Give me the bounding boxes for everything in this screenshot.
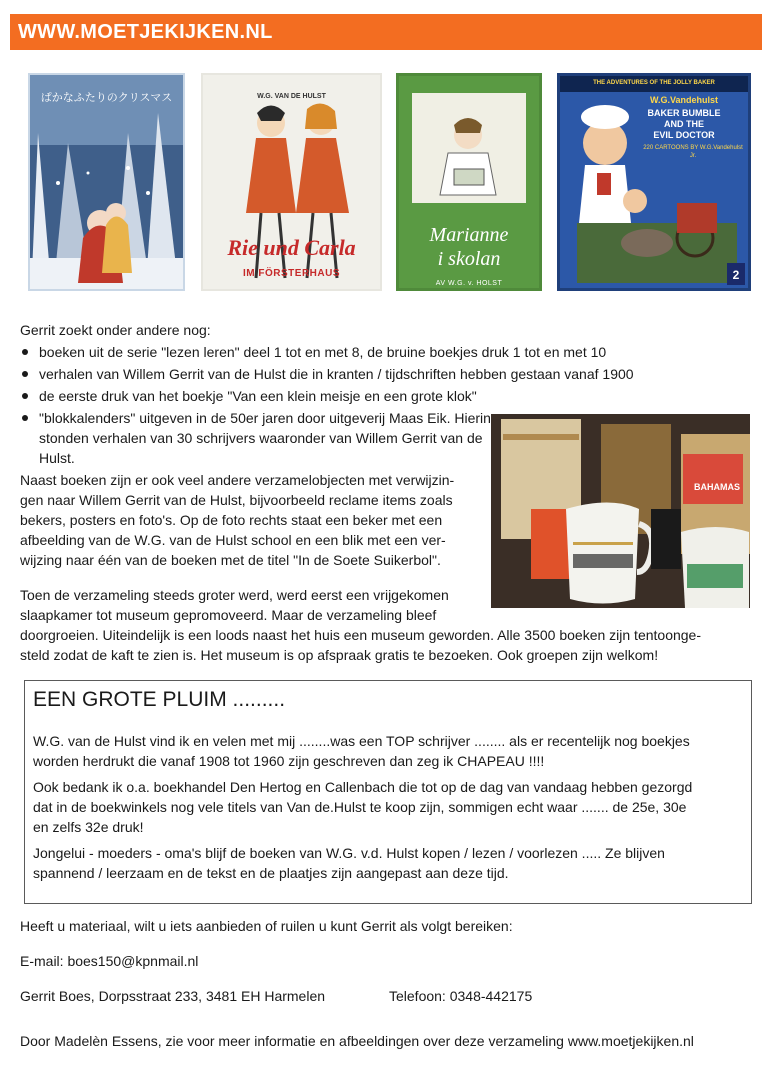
text-line: Naast boeken zijn er ook veel andere verzamelobjecten met verwijzin- <box>20 472 455 488</box>
cover2-author: W.G. VAN DE HULST <box>257 93 326 100</box>
pluim-paragraph-3 <box>33 843 739 883</box>
text-line: afbeelding van de W.G. van de Hulst school en een blik met een ver- <box>20 532 446 548</box>
book-cover-christmas <box>28 73 185 291</box>
text-line: W.G. van de Hulst vind ik en velen met mij ........was een TOP schrijver ........ als er recentelijk nog boekjes <box>33 733 690 749</box>
wanted-item: de eerste druk van het boekje "Van een klein meisje en een grote klok" <box>20 386 750 406</box>
intro-text: Gerrit zoekt onder andere nog: <box>20 322 211 338</box>
book-cover-marianne-i-skolan <box>396 73 542 291</box>
site-title: WWW.MOETJEKIJKEN.NL <box>18 21 273 43</box>
cover2-subtitle: IM FÖRSTERHAUS <box>243 268 340 279</box>
wanted-item: "blokkalenders" uitgeven in de 50er jaren door uitgeverij Maas Eik. Hierin stonden verhalen van 30 schrijvers waaronder van Willem Gerrit van de Hulst. <box>20 408 491 468</box>
text-line: Ook bedank ik o.a. boekhandel Den Hertog en Callenbach die tot op de dag van vandaag hebben gezorgd <box>33 779 693 795</box>
cover4-title-line2: AND THE <box>664 119 704 129</box>
cover4-cartoons: 220 CARTOONS BY W.G.Vandehulst Jr. <box>643 145 743 159</box>
museum-paragraph <box>20 585 701 665</box>
tin-label: BAHAMAS <box>694 482 740 492</box>
text-line: Toen de verzameling steeds groter werd, werd eerst een vrijgekomen <box>20 587 449 603</box>
text-line: wijzing naar één van de boeken met de titel "In de Soete Suikerbol". <box>20 552 441 568</box>
mug-and-tin-photo <box>491 414 750 608</box>
text-line: spannend / leerzaam en de tekst en de plaatjes zijn aangepast aan deze tijd. <box>33 865 509 881</box>
contact-intro: Heeft u materiaal, wilt u iets aanbieden of ruilen u kunt Gerrit als volgt bereiken: <box>20 918 513 934</box>
book-cover-rie-und-carla <box>201 73 382 291</box>
text-line: worden herdrukt die vanaf 1908 tot 1960 zijn geschreven dan zeg ik CHAPEAU !!!! <box>33 753 545 769</box>
text-line: en zelfs 32e druk! <box>33 819 144 835</box>
cover3-title-line1: Marianne <box>429 224 509 246</box>
text-line: steld zodat de kaft te zien is. Het museum is op afspraak gratis te bezoeken. Ook groepen zijn welkom! <box>20 647 659 663</box>
contact-email: E-mail: boes150@kpnmail.nl <box>20 953 199 969</box>
text-line: bekers, posters en foto's. Op de foto rechts staat een beker met een <box>20 512 443 528</box>
text-line: dat in de boekwinkels nog vele titels van Van de.Hulst te koop zijn, sommigen echt waar ....... de 25e, 30e <box>33 799 687 815</box>
book-cover-baker-bumble <box>557 73 751 291</box>
wanted-item: verhalen van Willem Gerrit van de Hulst die in kranten / tijdschriften hebben gestaan vanaf 1900 <box>20 364 750 384</box>
collectibles-paragraph <box>20 470 454 570</box>
text-line: doorgroeien. Uiteindelijk is een loods naast het huis een museum geworden. Alle 3500 boeken zijn tentoonge- <box>20 627 702 643</box>
cover3-author: AV W.G. v. HOLST <box>435 280 503 287</box>
cover4-number: 2 <box>732 268 740 282</box>
text-line: slaapkamer tot museum gepromoveerd. Maar de verzameling bleef <box>20 607 437 623</box>
pluim-box <box>24 680 752 904</box>
cover4-title-line3: EVIL DOCTOR <box>653 130 715 140</box>
pluim-paragraph-2 <box>33 777 739 837</box>
cover2-title: Rie und Carla <box>227 235 356 260</box>
contact-address: Gerrit Boes, Dorpsstraat 233, 3481 EH Harmelen <box>20 988 326 1004</box>
contact-phone: Telefoon: 0348-442175 <box>389 988 533 1004</box>
wanted-item: boeken uit de serie "lezen leren" deel 1 tot en met 8, de bruine boekjes druk 1 tot en met 10 <box>20 342 750 362</box>
credit-line: Door Madelèn Essens, zie voor meer informatie en afbeeldingen over deze verzameling www.moetjekijken.nl <box>20 1033 694 1049</box>
text-line: Jongelui - moeders - oma's blijf de boeken van W.G. v.d. Hulst kopen / lezen / voorlezen ..... Ze blijven <box>33 845 665 861</box>
text-line: gen naar Willem Gerrit van de Hulst, bijvoorbeeld reclame items zoals <box>20 492 453 508</box>
cover4-series: THE ADVENTURES OF THE JOLLY BAKER <box>593 80 715 86</box>
site-header <box>10 14 762 50</box>
collection-photo <box>491 414 750 608</box>
cover-illustration-jolly-baker <box>557 73 751 291</box>
pluim-paragraph-1 <box>33 731 739 771</box>
cover-illustration-two-girls <box>201 73 382 291</box>
cover4-author: W.G.Vandehulst <box>649 95 718 105</box>
cover1-title: ぱかなふたりのクリスマス <box>40 92 173 104</box>
cover3-title-line2: i skolan <box>437 248 501 270</box>
cover-illustration-winter <box>28 73 185 291</box>
cover-illustration-reading-girl <box>396 73 542 291</box>
pluim-title: EEN GROTE PLUIM ......... <box>33 688 286 711</box>
cover4-title-line1: BAKER BUMBLE <box>647 108 721 118</box>
